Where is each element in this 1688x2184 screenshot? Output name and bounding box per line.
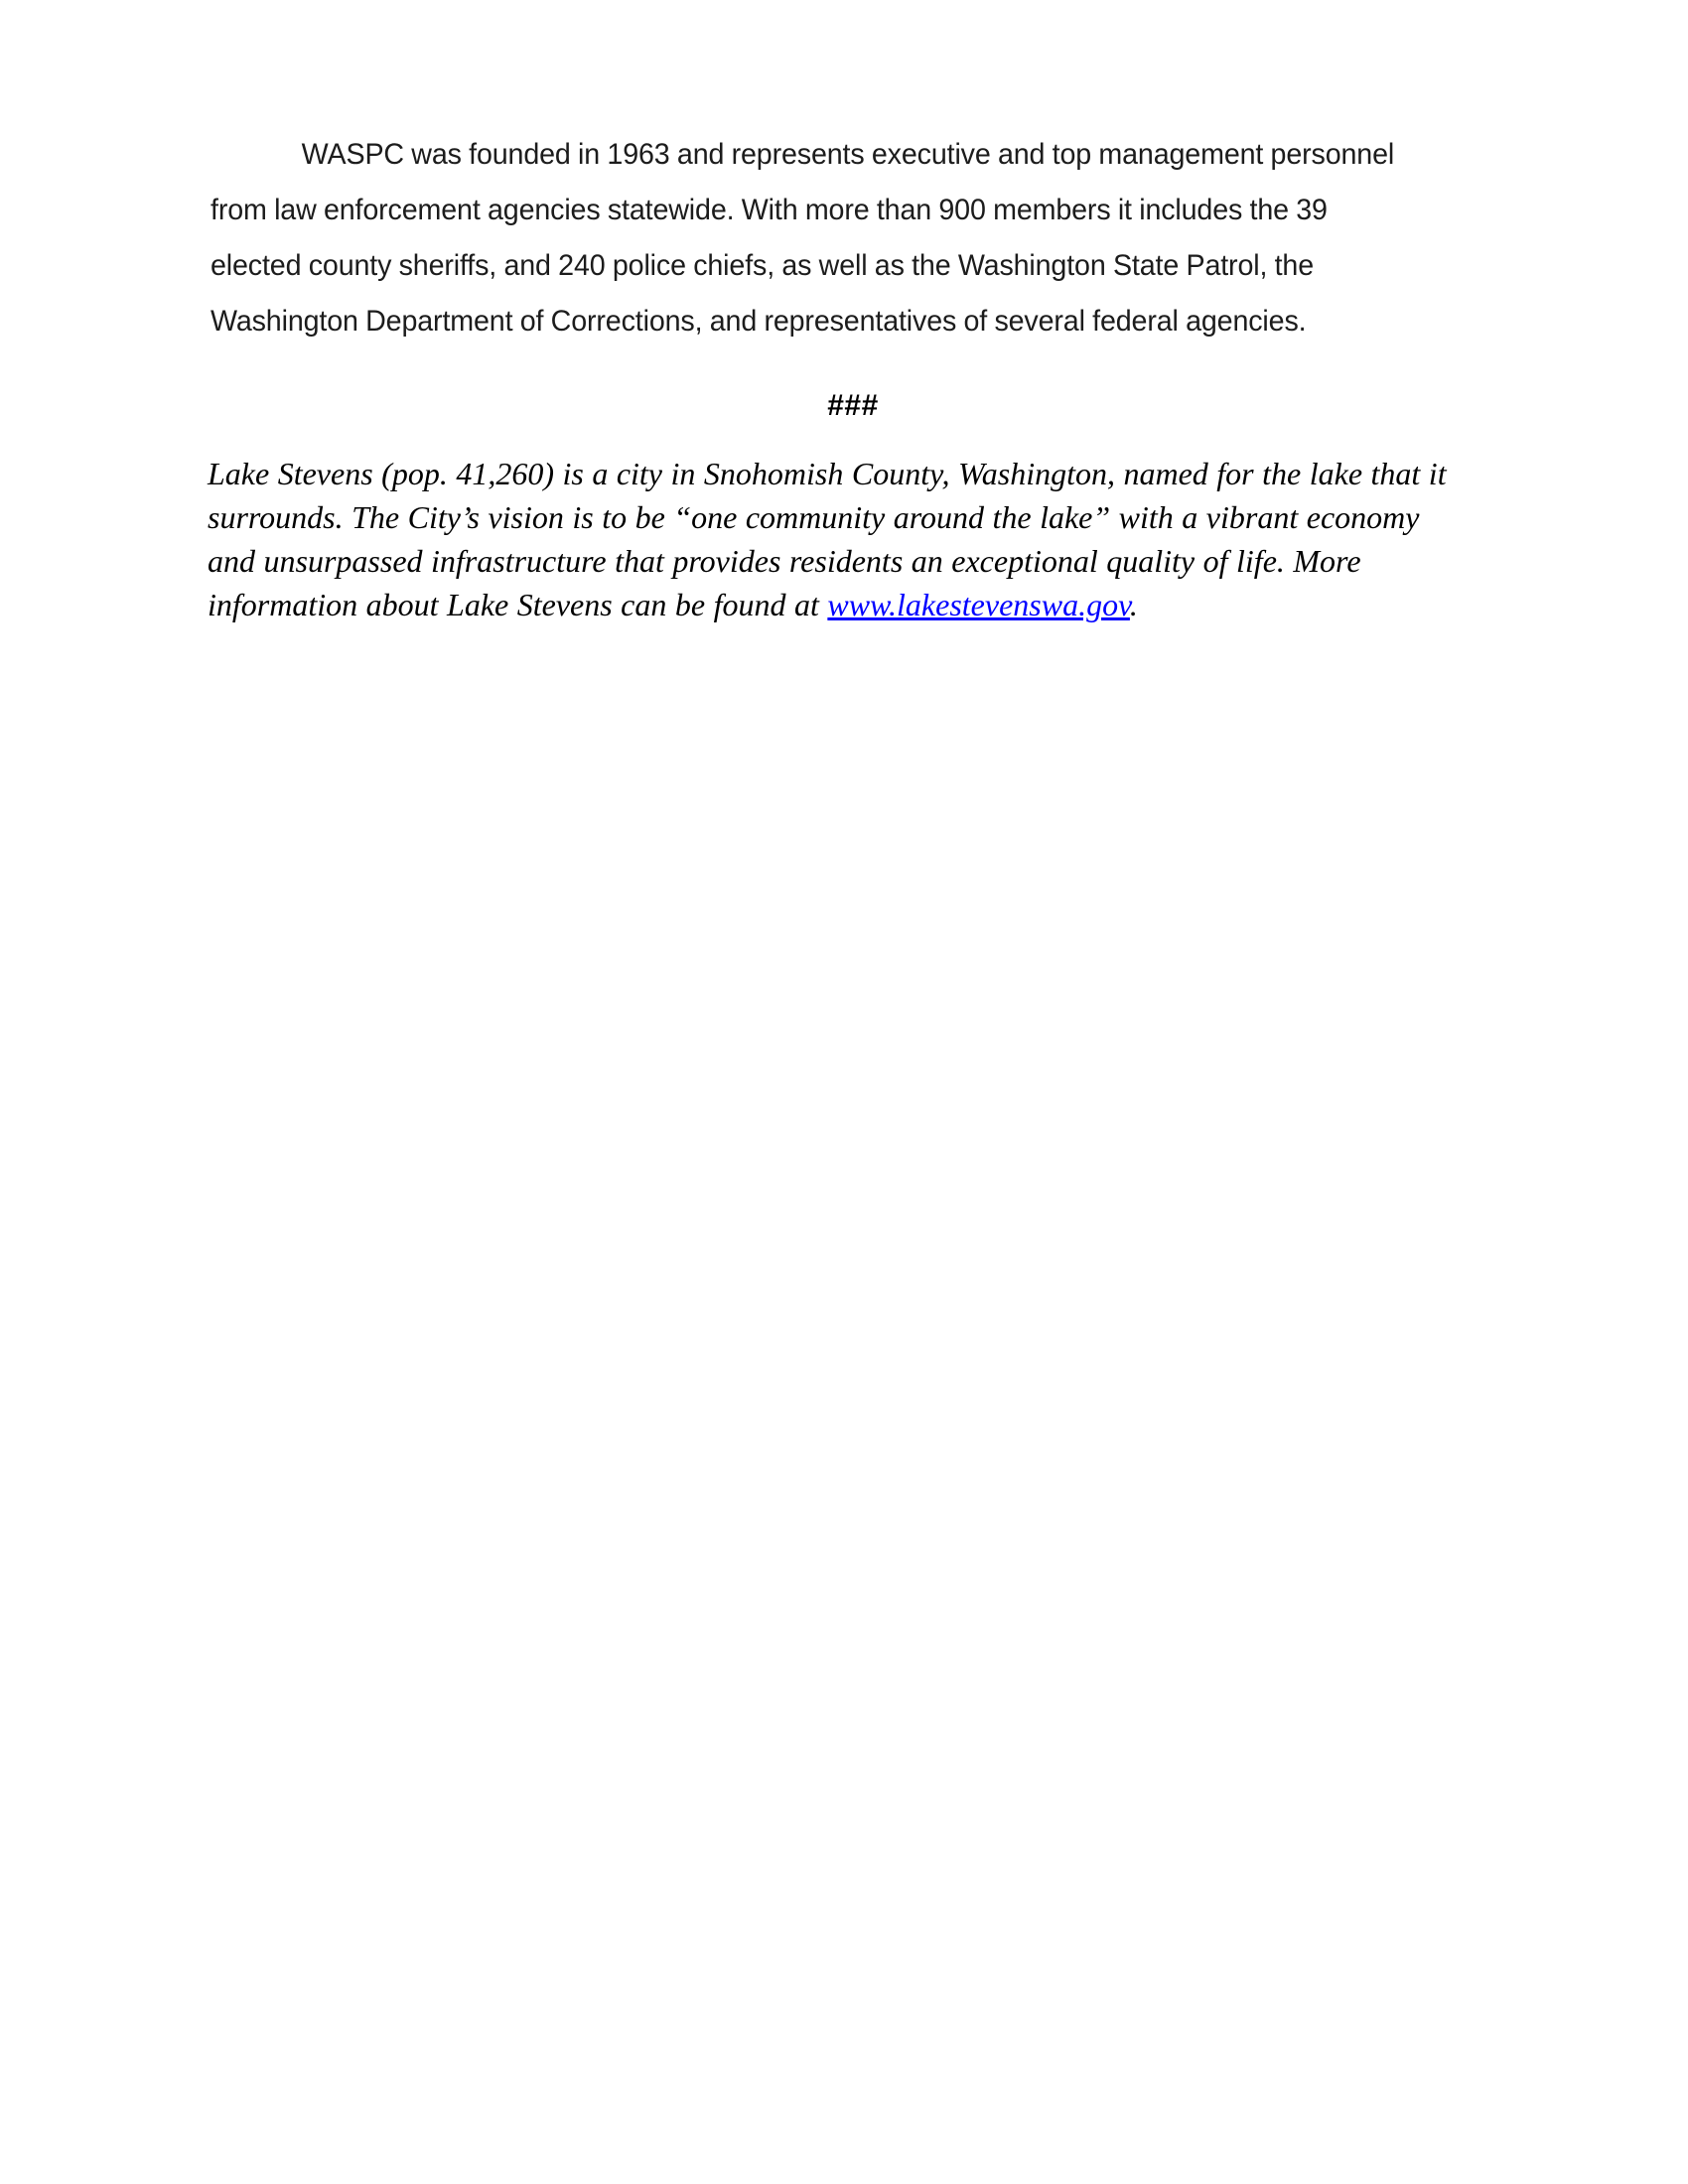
boilerplate-text-before-link: Lake Stevens (pop. 41,260) is a city in Snohomish County, Washington, named for the lake that it surrounds. The City’s vision is to be “one community around the lake” with a vibrant economy and unsurpassed infrastructure that provides residents an exceptional quality of life. More information about Lake Stevens can be found at bbox=[208, 456, 1447, 622]
separator-hashes: ### bbox=[827, 389, 879, 422]
lake-stevens-boilerplate-block bbox=[208, 452, 1469, 626]
lake-stevens-website-link[interactable]: www.lakestevenswa.gov bbox=[827, 587, 1130, 622]
section-separator bbox=[0, 389, 1688, 423]
lake-stevens-paragraph bbox=[208, 452, 1469, 626]
boilerplate-text-after-link: . bbox=[1129, 587, 1138, 622]
waspc-paragraph-block bbox=[211, 127, 1464, 349]
waspc-boilerplate-paragraph: WASPC was founded in 1963 and represents executive and top management personnel from law enforcement agencies statewide. With more than 900 members it includes the 39 elected county sheriffs, and 240 police chiefs, as well as the Washington State Patrol, the Washington Department of Corrections, and representatives of several federal agencies. bbox=[211, 138, 1395, 338]
